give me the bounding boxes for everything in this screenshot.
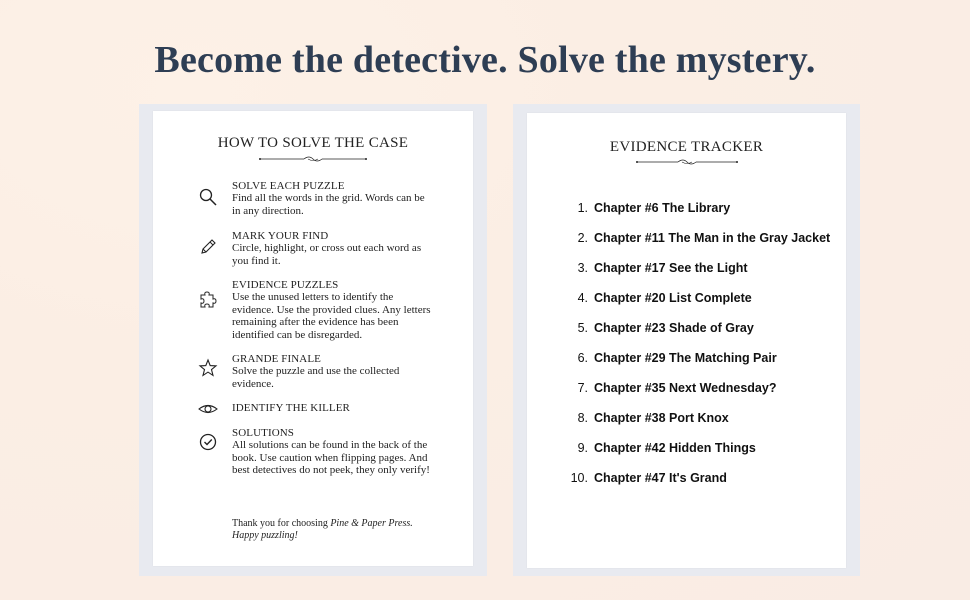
- step-body: All solutions can be found in the back of the book. Use caution when flipping pages. And best detectives do not peek, they only verify!: [232, 439, 430, 477]
- chapter-number: 2.: [577, 231, 588, 245]
- star-icon: [198, 358, 218, 378]
- chapter-item: [565, 343, 855, 373]
- chapter-item: [565, 283, 855, 313]
- chapter-item: [565, 193, 855, 223]
- thank-you-note: [232, 518, 452, 542]
- title-flourish: [258, 154, 368, 164]
- chapter-number: 4.: [577, 291, 588, 305]
- step-body: Solve the puzzle and use the collected evidence.: [232, 365, 400, 390]
- chapter-label: Chapter #20 List Complete: [594, 291, 752, 305]
- evidence-tracker-page: [527, 113, 846, 568]
- chapter-number: 10.: [570, 471, 588, 485]
- step-body: Use the unused letters to identify the evidence. Use the provided clues. Any letters remaining after the evidence has been identified can be disregarded.: [232, 291, 431, 341]
- how-to-title: HOW TO SOLVE THE CASE: [217, 135, 409, 151]
- chapter-item: [565, 373, 855, 403]
- step-heading: IDENTIFY THE KILLER: [232, 402, 350, 414]
- pencil-icon: [198, 237, 218, 257]
- chapter-label: Chapter #47 It's Grand: [594, 471, 727, 485]
- chapter-number: 1.: [577, 201, 588, 215]
- step-solutions: [198, 428, 478, 492]
- chapter-label: Chapter #29 The Matching Pair: [594, 351, 777, 365]
- chapter-number: 8.: [577, 411, 588, 425]
- chapter-number: 9.: [577, 441, 588, 455]
- step-grande-finale: [198, 354, 478, 394]
- chapter-item: [565, 403, 855, 433]
- chapter-label: Chapter #17 See the Light: [594, 261, 748, 275]
- chapter-number: 3.: [577, 261, 588, 275]
- headline: Become the detective. Solve the mystery.: [154, 39, 816, 81]
- eye-icon: [198, 399, 218, 419]
- chapter-item: [565, 253, 855, 283]
- chapter-label: Chapter #38 Port Knox: [594, 411, 729, 425]
- step-heading: SOLUTIONS: [232, 427, 295, 439]
- step-heading: EVIDENCE PUZZLES: [232, 279, 339, 291]
- puzzle-piece-icon: [198, 289, 218, 309]
- step-identify-the-killer: [198, 403, 478, 419]
- step-body: Circle, highlight, or cross out each word as you find it.: [232, 242, 422, 267]
- step-body: Find all the words in the grid. Words can be in any direction.: [232, 192, 425, 217]
- chapter-item: [565, 433, 855, 463]
- step-heading: GRANDE FINALE: [232, 353, 321, 365]
- step-mark-your-find: [198, 231, 478, 271]
- check-circle-icon: [198, 432, 218, 452]
- chapter-label: Chapter #11 The Man in the Gray Jacket: [594, 231, 831, 245]
- happy-puzzling: Happy puzzling!: [232, 530, 298, 541]
- step-heading: MARK YOUR FIND: [232, 230, 329, 242]
- chapter-label: Chapter #42 Hidden Things: [594, 441, 756, 455]
- thanks-prefix: Thank you for choosing: [232, 518, 331, 529]
- chapter-number: 5.: [577, 321, 588, 335]
- title-flourish: [635, 157, 739, 167]
- chapter-label: Chapter #23 Shade of Gray: [594, 321, 754, 335]
- chapter-number: 6.: [577, 351, 588, 365]
- step-solve-each-puzzle: [198, 181, 478, 221]
- brand-name: Pine & Paper Press.: [330, 518, 413, 529]
- chapter-item: [565, 223, 855, 253]
- how-to-solve-page: [153, 111, 473, 566]
- evidence-tracker-title: EVIDENCE TRACKER: [609, 139, 764, 155]
- chapter-item: [565, 463, 855, 493]
- chapter-label: Chapter #35 Next Wednesday?: [594, 381, 777, 395]
- chapter-number: 7.: [577, 381, 588, 395]
- magnifier-icon: [198, 187, 218, 207]
- step-evidence-puzzles: [198, 280, 478, 344]
- chapter-label: Chapter #6 The Library: [594, 201, 731, 215]
- step-heading: SOLVE EACH PUZZLE: [232, 180, 345, 192]
- chapter-item: [565, 313, 855, 343]
- chapter-list: [565, 193, 855, 493]
